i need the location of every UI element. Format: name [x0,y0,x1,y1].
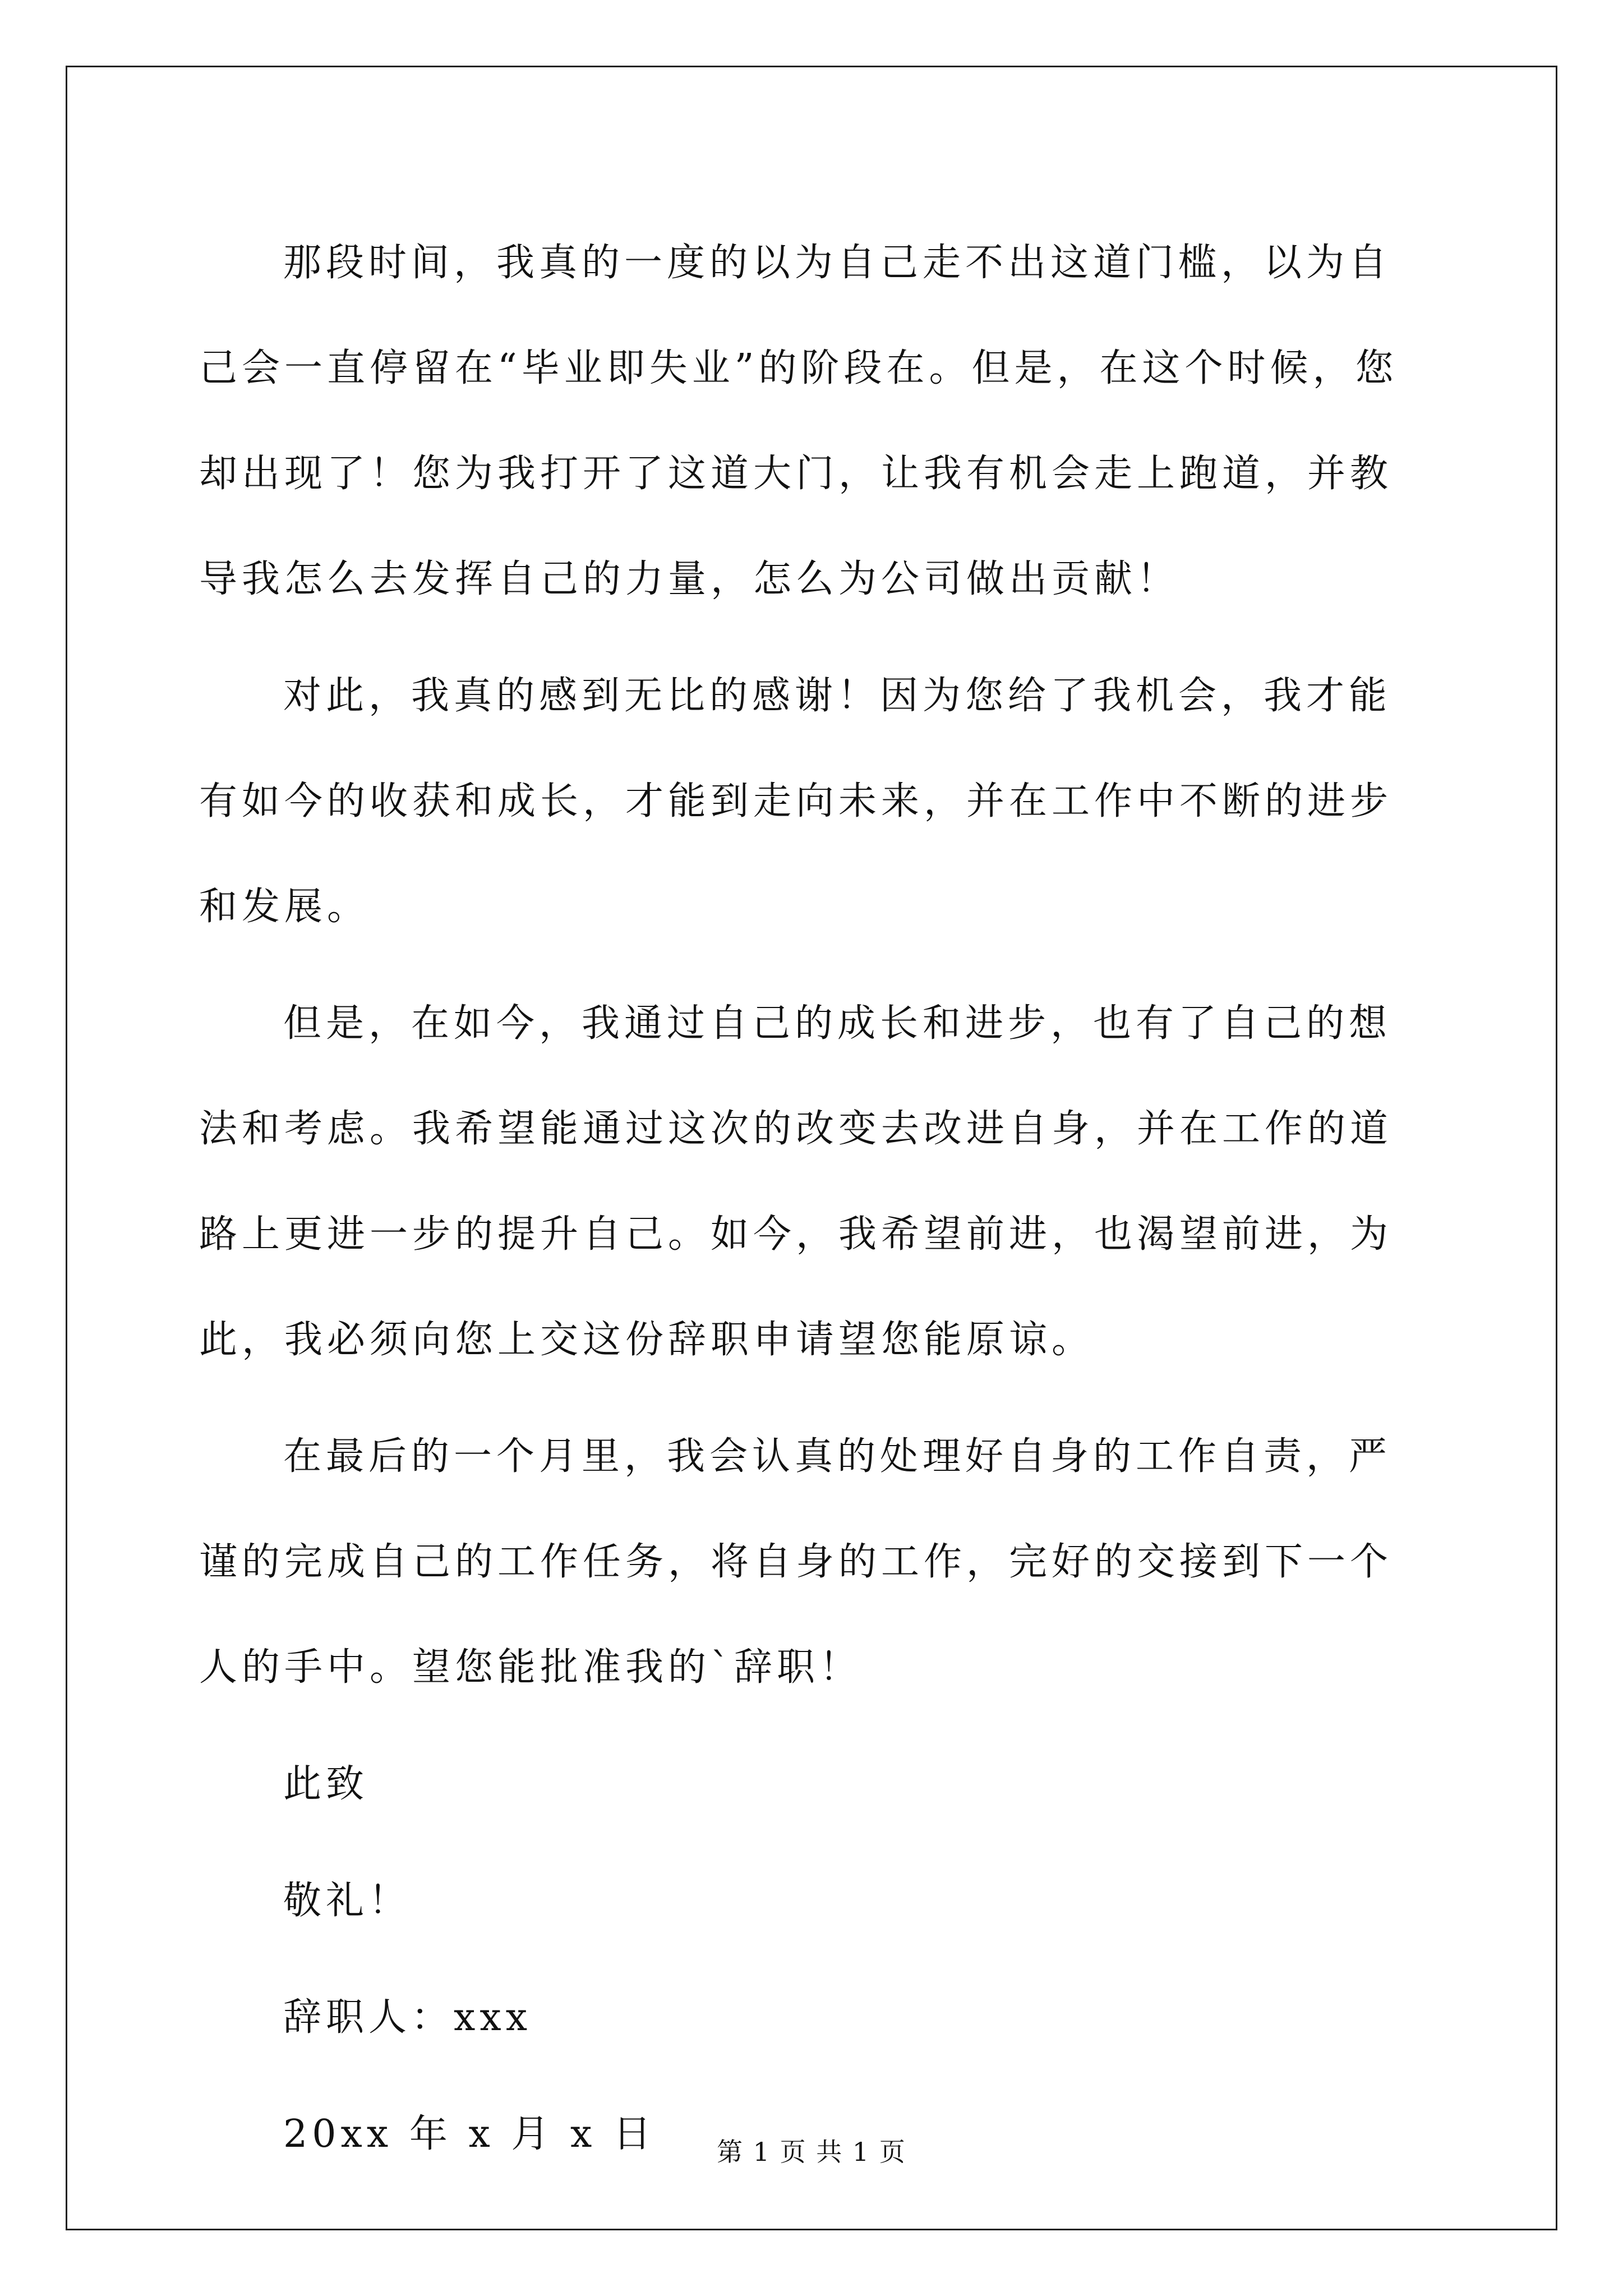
paragraph-2: 对此，我真的感到无比的感谢！因为您给了我机会，我才能有如今的收获和成长，才能到走向未来，并在工作中不断的进步和发展。 [199,674,1393,929]
page-footer: 第 1 页 共 1 页 [717,2137,906,2167]
date-line: 20xx 年 x 月 x 日 [283,2112,656,2156]
signer-line: 辞职人：xxx [283,1995,532,2040]
paragraph-1: 那段时间，我真的一度的以为自己走不出这道门槛，以为自己会一直停留在“毕业即失业”的阶段在。但是，在这个时候，您却出现了！您为我打开了这道大门，让我有机会走上跑道，并教导我怎么去发挥自己的力量，怎么为公司做出贡献！ [199,241,1398,601]
letter-body [199,210,1433,2198]
closing-regards: 敬礼！ [283,1879,412,1923]
closing-salutation: 此致 [283,1762,369,1806]
paragraph-4: 在最后的一个月里，我会认真的处理好自身的工作自责，严谨的完成自己的工作任务，将自身的工作，完好的交接到下一个人的手中。望您能批准我的`辞职！ [199,1434,1393,1690]
paragraph-3: 但是，在如今，我通过自己的成长和进步，也有了自己的想法和考虑。我希望能通过这次的改变去改进自身，并在工作的道路上更进一步的提升自己。如今，我希望前进，也渴望前进，为此，我必须向您上交这份辞职申请望您能原谅。 [199,1001,1393,1362]
